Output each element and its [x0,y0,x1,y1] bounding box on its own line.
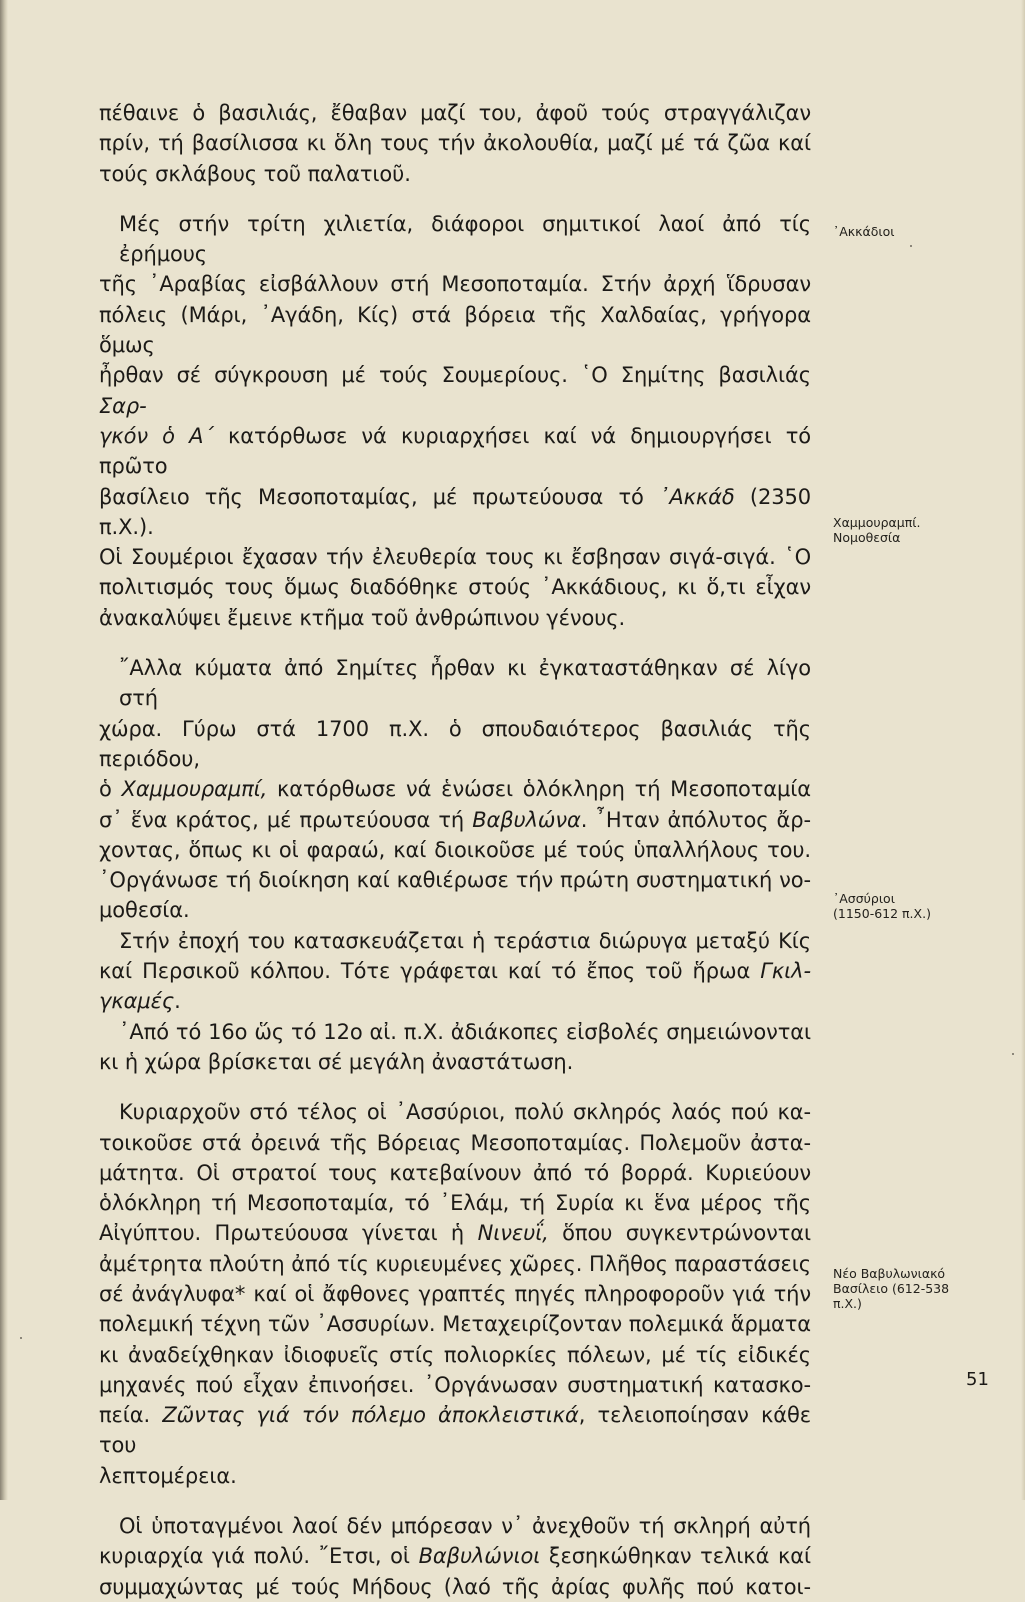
paragraph-neo-babylonian [99,1511,811,1602]
text-line: Οἱ ὑποταγμένοι λαοί δέν μπόρεσαν ν᾿ ἀνεχθοῦν τή σκληρή αὐτή [119,1514,811,1539]
side-note-hammurabi [833,515,983,545]
text-line: βασίλειο τῆς Μεσοποταμίας, μέ πρωτεύουσα τό ᾿Ακκάδ (2350 π.Χ.). [99,484,811,539]
text-line: τῆς ᾿Αραβίας εἰσβάλλουν στή Μεσοποταμία. Στήν ἀρχή ἵδρυσαν [99,272,811,297]
side-note-line: (1150-612 π.Χ.) [833,906,931,921]
text-line: τούς σκλάβους τοῦ παλατιοῦ. [99,161,411,186]
text-line: τοικοῦσε στά ὀρεινά τῆς Βόρειας Μεσοποταμίας. Πολεμοῦν ἀστα- [99,1130,811,1155]
text-line: πέθαινε ὁ βασιλιάς, ἔθαβαν μαζί του, ἀφοῦ τούς στραγγάλιζαν [99,101,811,125]
text-line: μηχανές πού εἶχαν ἐπινοήσει. ᾿Οργάνωσαν συστηματική κατασκο- [99,1372,811,1397]
text-line: πρίν, τή βασίλισσα κι ὅλη τους τήν ἀκολουθία, μαζί μέ τά ζῶα καί [99,131,811,156]
page-number: 51 [966,1369,989,1390]
text-line: Αἰγύπτου. Πρωτεύουσα γίνεται ἡ Νινευΐ, ὅπου συγκεντρώνονται [99,1221,812,1246]
side-note-neo-babylonian [833,1266,983,1311]
text-line: πόλεις (Μάρι, ᾿Αγάδη, Κίς) στά βόρεια τῆς Χαλδαίας, γρήγορα ὅμως [99,302,811,358]
side-note-line: Βασίλειο (612-538 [833,1281,950,1296]
text-line: μοθεσία. [99,898,190,923]
paragraph-1 [99,98,811,189]
text-line: χώρα. Γύρω στά 1700 π.Χ. ὁ σπουδαιότερος βασιλιάς τῆς περιόδου, [99,716,811,771]
paragraph-gilgamesh [99,926,811,1017]
text-line: πολεμική τέχνη τῶν ᾿Ασσυρίων. Μεταχειρίζονταν πολεμικά ἅρματα [99,1312,811,1337]
text-line: ἀνακαλύψει ἔμεινε κτῆμα τοῦ ἀνθρώπινου γένους. [99,605,626,630]
text-line: ὁ Χαμμουραμπί, κατόρθωσε νά ἑνώσει ὁλόκληρη τή Μεσοποταμία [99,777,811,802]
text-line: κι ἡ χώρα βρίσκεται σέ μεγάλη ἀναστάτωση. [99,1049,574,1074]
text-line: ὁλόκληρη τή Μεσοποταμία, τό ᾿Ελάμ, τή Συρία κι ἕνα μέρος τῆς [99,1191,811,1216]
side-note-line: Νέο Βαβυλωνιακό [833,1266,946,1281]
side-note-line: ᾿Ακκάδιοι [833,224,895,239]
text-line: Κυριαρχοῦν στό τέλος οἱ ᾿Ασσύριοι, πολύ σκληρός λαός πού κα- [119,1100,811,1125]
text-line: Στήν ἐποχή του κατασκευάζεται ἡ τεράστια διώρυγα μεταξύ Κίς [119,928,811,953]
text-line: πολιτισμός τους ὅμως διαδόθηκε στούς ᾿Ακκάδιους, κι ὅ,τι εἶχαν [99,575,811,600]
paragraph-assyrians [99,1097,811,1491]
page-edge [1021,0,1025,1500]
main-text-column [99,98,811,1602]
text-line: ῎Αλλα κύματα ἀπό Σημίτες ἦρθαν κι ἐγκαταστάθηκαν σέ λίγο στή [119,656,811,711]
side-note-line: π.Χ.) [833,1296,862,1311]
paragraph-invasions [99,1017,811,1078]
text-line: καί Περσικοῦ κόλπου. Τότε γράφεται καί τό ἔπος τοῦ ἥρωα Γκιλ- [99,959,811,984]
side-note-line: Νομοθεσία [833,530,901,545]
text-line: ἀμέτρητα πλούτη ἀπό τίς κυριευμένες χῶρες. Πλῆθος παραστάσεις [99,1251,811,1276]
text-line: γκόν ὁ Α΄ κατόρθωσε νά κυριαρχήσει καί νά δημιουργήσει τό πρῶτο [99,423,811,479]
text-line: κι ἀναδείχθηκαν ἰδιοφυεῖς στίς πολιορκίες πόλεων, μέ τίς εἰδικές [99,1342,811,1367]
paper-speck [1012,1053,1014,1055]
text-line: χοντας, ὅπως κι οἱ φαραώ, καί διοικοῦσε μέ τούς ὑπαλλήλους του. [99,837,811,862]
text-line: γκαμές. [99,989,181,1014]
text-line: Μές στήν τρίτη χιλιετία, διάφοροι σημιτικοί λαοί ἀπό τίς ἐρήμους [119,211,811,267]
text-line: μάτητα. Οἱ στρατοί τους κατεβαίνουν ἀπό τό βορρά. Κυριεύουν [99,1160,811,1185]
text-line: σ᾿ ἕνα κράτος, μέ πρωτεύουσα τή Βαβυλώνα. ῏Ηταν ἀπόλυτος ἄρ- [99,807,811,832]
text-line: πεία. Ζῶντας γιά τόν πόλεμο ἀποκλειστικά, τελειοποίησαν κάθε του [99,1403,811,1458]
side-note-line: ᾿Ασσύριοι [833,891,895,906]
text-line: κυριαρχία γιά πολύ. ῎Ετσι, οἱ Βαβυλώνιοι ξεσηκώθηκαν τελικά καί [99,1544,811,1569]
side-note-assyrians [833,891,983,921]
text-line: ᾿Οργάνωσε τή διοίκηση καί καθιέρωσε τήν πρώτη συστηματική νο- [99,868,811,893]
text-line: ᾿Από τό 16ο ὥς τό 12ο αἰ. π.Χ. ἀδιάκοπες εἰσβολές σημειώνονται [119,1019,811,1044]
page-binding-shadow [0,0,8,1500]
text-line: συμμαχώντας μέ τούς Μήδους (λαό τῆς ἀρίας φυλῆς πού κατοι- [99,1574,811,1599]
paper-speck [20,1337,22,1339]
text-line: Οἱ Σουμέριοι ἔχασαν τήν ἐλευθερία τους κι ἔσβησαν σιγά-σιγά. ῾Ο [99,545,811,570]
side-note-line: Χαμμουραμπί. [833,515,921,530]
text-line: σέ ἀνάγλυφα* καί οἱ ἄφθονες γραπτές πηγές πληροφοροῦν γιά τήν [99,1281,811,1306]
paper-speck [910,245,912,247]
text-line: ἦρθαν σέ σύγκρουση μέ τούς Σουμερίους. ῾Ο Σημίτης βασιλιάς Σαρ- [99,363,811,418]
side-note-akkadians [833,224,983,239]
text-line: λεπτομέρεια. [99,1463,237,1488]
paragraph-akkadians [99,209,811,633]
paragraph-hammurabi [99,653,811,926]
